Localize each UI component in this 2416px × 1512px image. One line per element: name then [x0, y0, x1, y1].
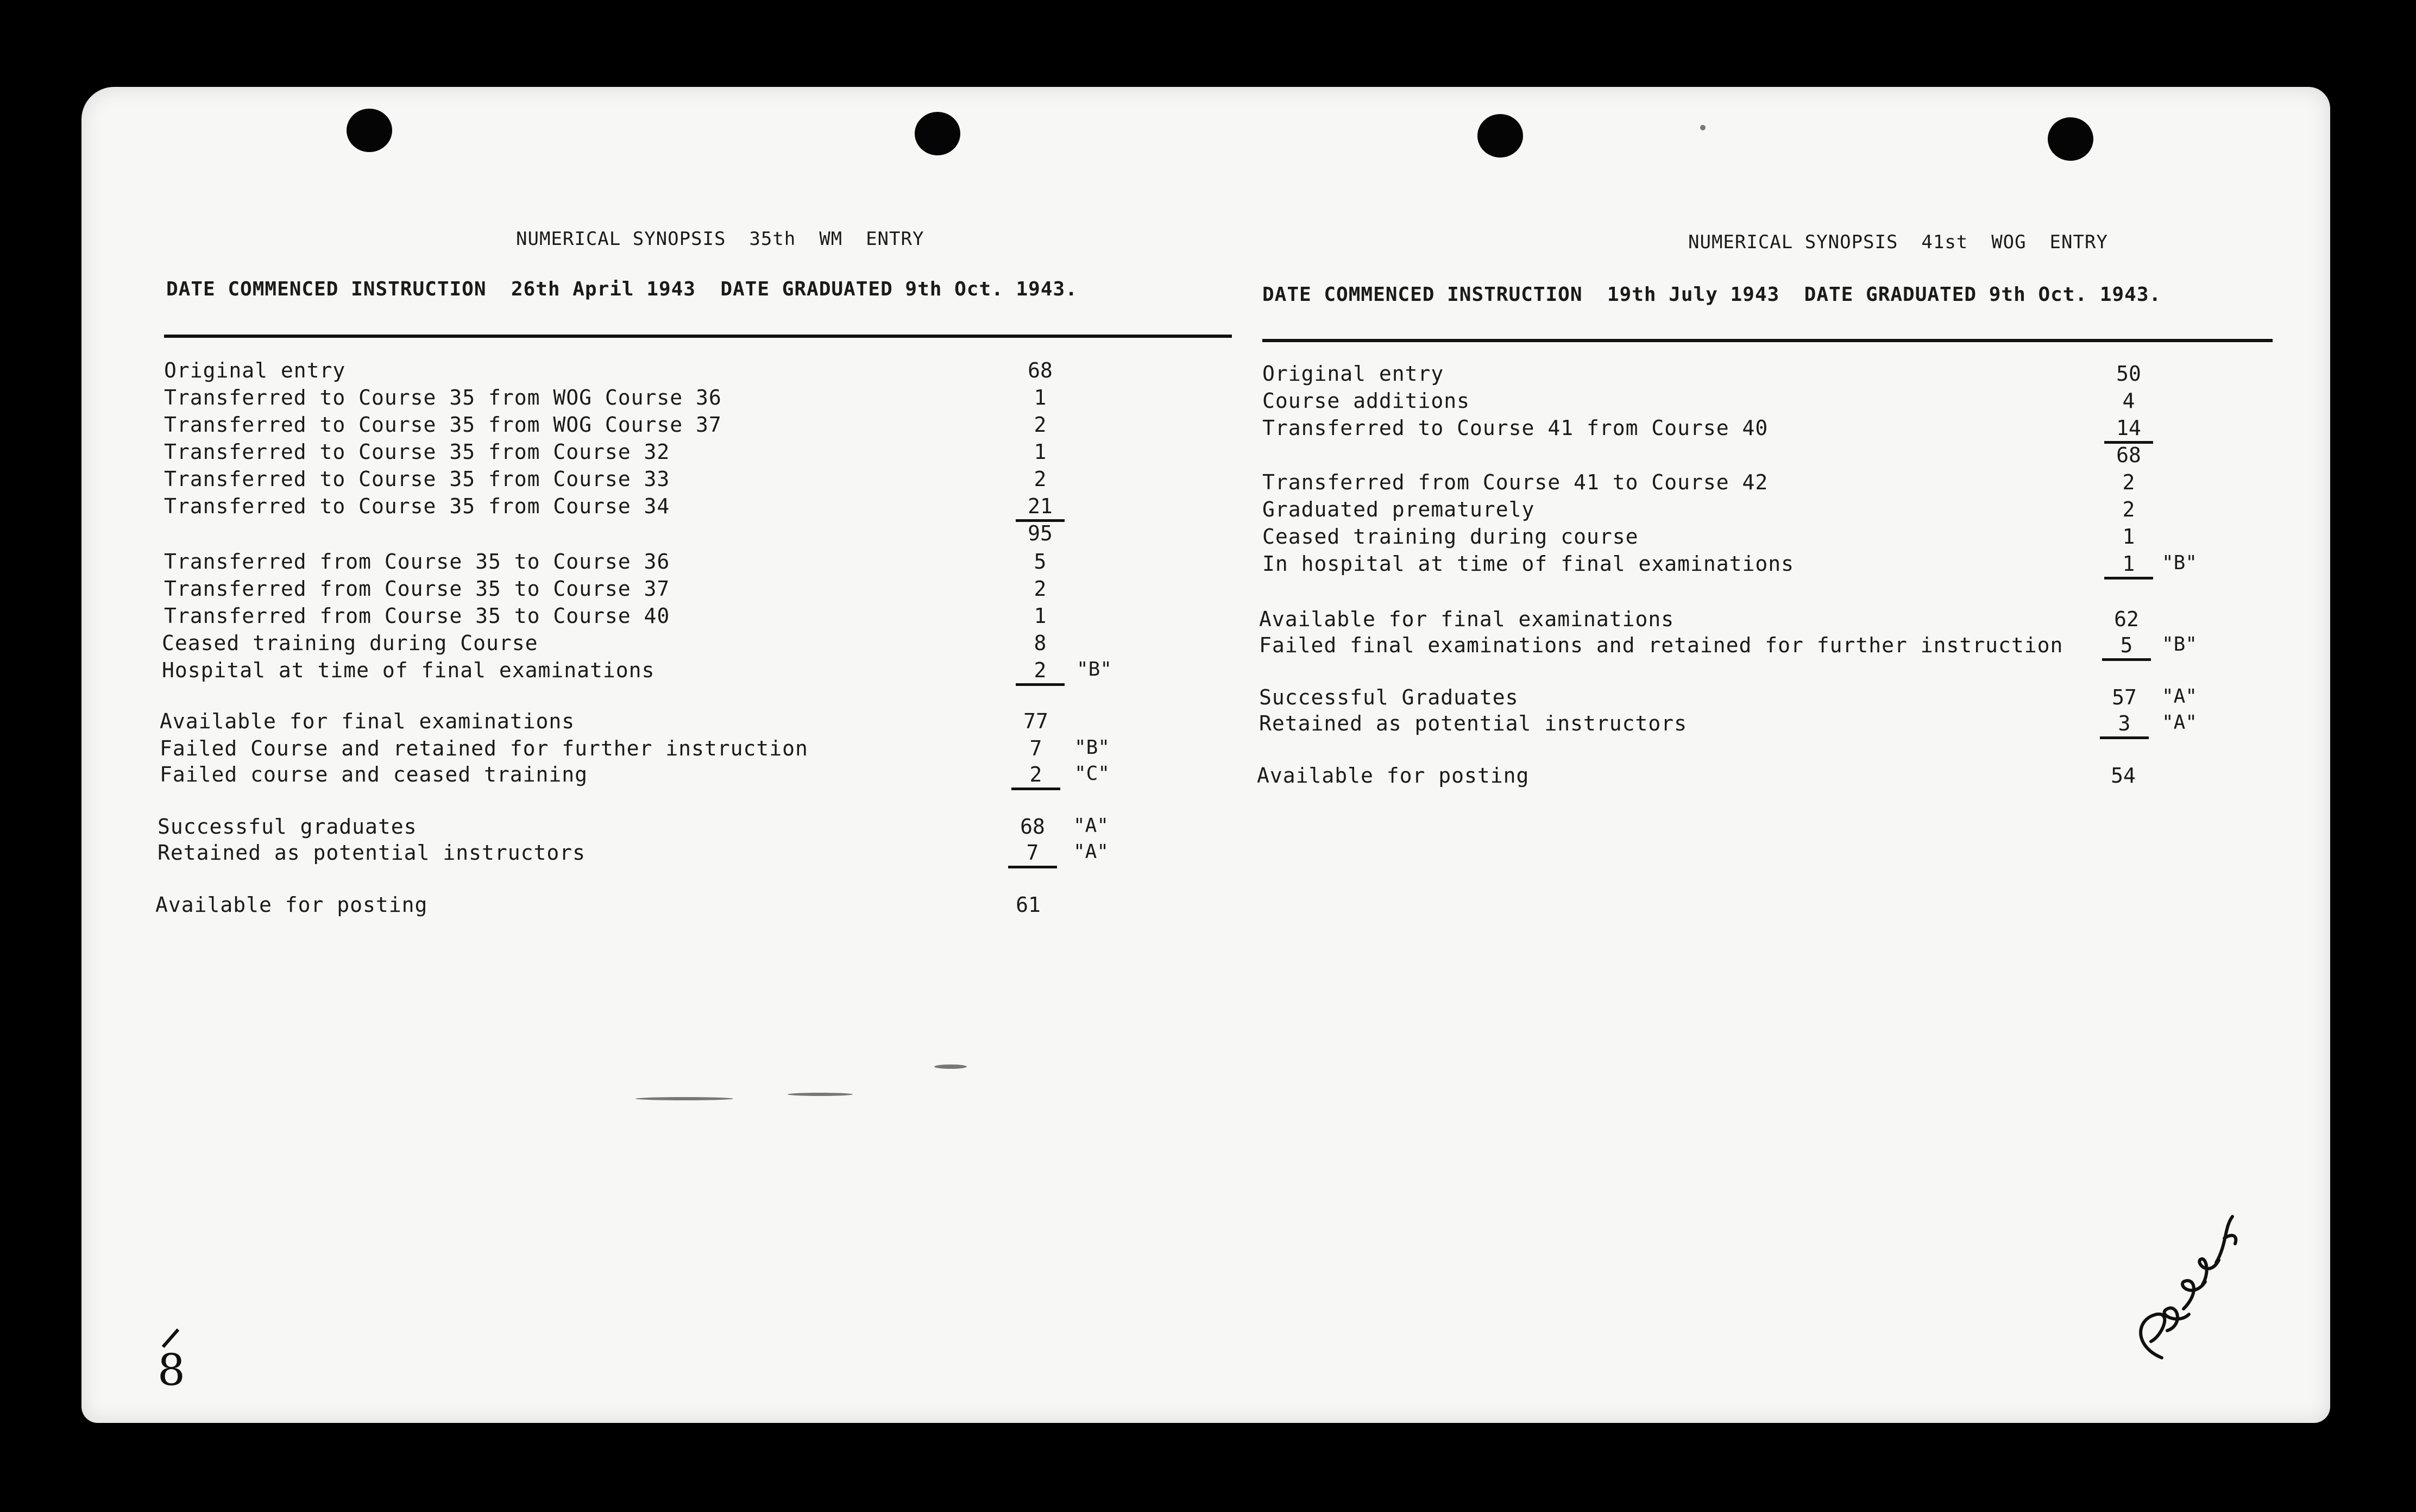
left-title: NUMERICAL SYNOPSIS 35th WM ENTRY	[516, 228, 924, 250]
punch-hole	[347, 109, 392, 152]
row-value: 68	[1028, 358, 1053, 382]
row-label: Transferred from Course 35 to Course 37	[164, 577, 670, 601]
row-label: Hospital at time of final examinations	[162, 658, 655, 682]
row-grade: "A"	[1073, 841, 1109, 863]
row-label: Available for final examinations	[1259, 607, 1675, 631]
document-card	[81, 87, 2330, 1423]
row-label: Graduated prematurely	[1262, 497, 1535, 521]
row-grade: "B"	[2162, 633, 2198, 656]
row-value: 2	[2122, 470, 2135, 494]
row-label: Course additions	[1262, 389, 1470, 413]
row-value: 77	[1023, 709, 1048, 733]
row-label: Original entry	[164, 358, 346, 382]
row-grade: "B"	[2162, 552, 2198, 574]
row-value: 2	[1034, 467, 1047, 491]
row-value: 4	[2122, 389, 2135, 413]
row-value: 5	[2102, 633, 2151, 661]
row-label: Transferred from Course 35 to Course 36	[164, 550, 670, 574]
row-value: 1	[2122, 525, 2135, 549]
row-label: Successful Graduates	[1259, 685, 1519, 709]
row-value: 2	[2122, 497, 2135, 521]
row-value: 95	[1028, 521, 1053, 545]
page-number-mark	[152, 1325, 196, 1390]
handwritten-page-number	[152, 1325, 196, 1393]
row-grade: "A"	[2162, 685, 2198, 708]
left-rule	[164, 335, 1232, 338]
row-grade: "B"	[1077, 658, 1112, 681]
row-grade: "A"	[2162, 711, 2198, 734]
row-label: Original entry	[1262, 362, 1444, 386]
row-value: 7	[1029, 736, 1042, 760]
row-label: Available for posting	[1257, 764, 1530, 788]
punch-hole	[2048, 117, 2093, 161]
row-value: 2	[1034, 577, 1047, 601]
punch-hole	[1477, 114, 1523, 158]
row-value: 7	[1008, 841, 1057, 868]
row-label: Transferred from Course 41 to Course 42	[1262, 470, 1769, 494]
row-value: 1	[1034, 440, 1047, 464]
row-label: Ceased training during Course	[162, 631, 538, 655]
row-label: Transferred to Course 35 from Course 34	[164, 494, 670, 518]
page-mark-text: 8	[158, 1345, 185, 1390]
row-value: 68	[1020, 815, 1045, 839]
row-value: 1	[1034, 604, 1047, 628]
scan-speck	[934, 1064, 967, 1069]
row-label: Transferred to Course 35 from Course 32	[164, 440, 670, 464]
row-value: 5	[1034, 550, 1047, 574]
row-label: Successful graduates	[158, 815, 417, 839]
left-dates: DATE COMMENCED INSTRUCTION 26th April 1943 DATE GRADUATED 9th Oct. 1943.	[166, 278, 1078, 300]
row-label: Available for final examinations	[160, 709, 575, 733]
row-grade: "A"	[1073, 815, 1109, 837]
row-label: Retained as potential instructors	[1259, 711, 1687, 735]
row-value: 21	[1016, 494, 1065, 522]
row-label: Available for posting	[155, 893, 428, 917]
scan-speck	[1700, 125, 1706, 130]
right-title: NUMERICAL SYNOPSIS 41st WOG ENTRY	[1688, 231, 2108, 253]
row-label: Transferred to Course 35 from WOG Course 37	[164, 413, 722, 437]
row-label: Failed Course and retained for further instruction	[160, 736, 808, 760]
row-label: Failed final examinations and retained for further instruction	[1259, 633, 2063, 657]
row-grade: "B"	[1074, 736, 1110, 759]
scan-speck	[636, 1097, 733, 1100]
row-label: In hospital at time of final examinations	[1262, 552, 1794, 576]
row-label: Transferred to Course 35 from Course 33	[164, 467, 670, 491]
right-rule	[1262, 339, 2273, 342]
scan-speck	[788, 1093, 853, 1096]
row-label: Transferred to Course 41 from Course 40	[1262, 416, 1769, 440]
row-value: 1	[1034, 386, 1047, 410]
row-value: 50	[2116, 362, 2141, 386]
row-value: 1	[2104, 552, 2153, 579]
signature-scrawl	[2124, 1195, 2254, 1379]
row-value: 3	[2100, 711, 2149, 739]
row-grade: "C"	[1074, 763, 1110, 785]
handwritten-signature	[2124, 1195, 2254, 1382]
row-value: 14	[2104, 416, 2153, 444]
right-dates: DATE COMMENCED INSTRUCTION 19th July 1943 DATE GRADUATED 9th Oct. 1943.	[1262, 284, 2162, 306]
row-value: 62	[2114, 607, 2139, 631]
row-label: Transferred to Course 35 from WOG Course 36	[164, 386, 722, 410]
row-value: 68	[2116, 443, 2141, 467]
row-value: 2	[1034, 413, 1047, 437]
row-value: 61	[1016, 893, 1041, 917]
row-value: 54	[2111, 764, 2136, 788]
row-value: 2	[1016, 658, 1065, 686]
row-value: 8	[1034, 631, 1047, 655]
row-label: Transferred from Course 35 to Course 40	[164, 604, 670, 628]
row-label: Ceased training during course	[1262, 525, 1639, 549]
row-value: 57	[2112, 685, 2137, 709]
row-label: Failed course and ceased training	[160, 763, 588, 786]
row-value: 2	[1011, 763, 1060, 790]
punch-hole	[915, 112, 960, 155]
row-label: Retained as potential instructors	[158, 841, 586, 865]
